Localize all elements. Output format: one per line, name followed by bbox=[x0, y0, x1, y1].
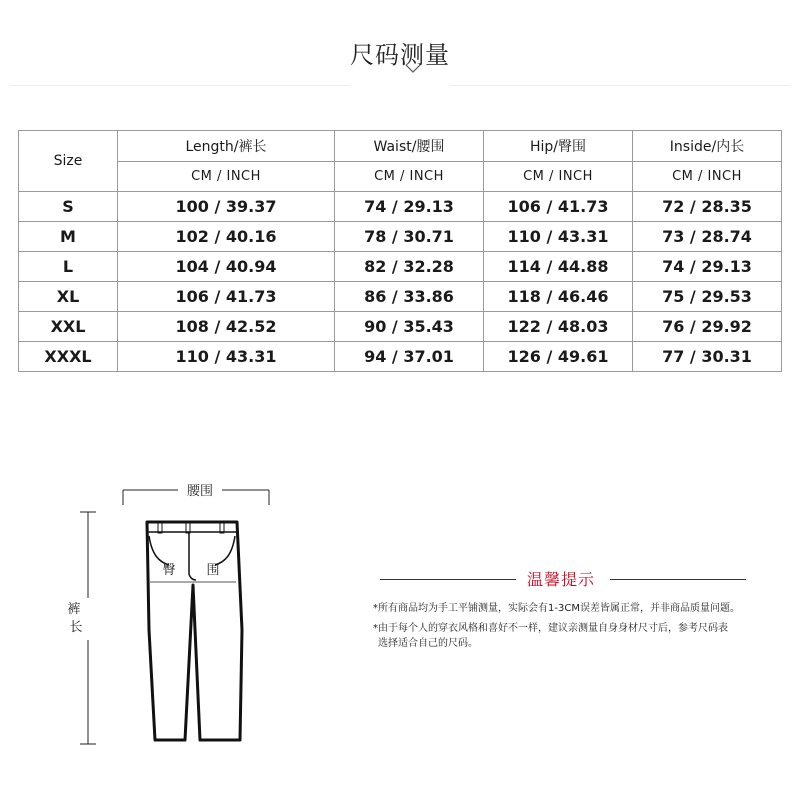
column-header-hip: Hip/臀围 bbox=[484, 131, 633, 162]
tips-title: 温馨提示 bbox=[527, 570, 596, 589]
size-cell: M bbox=[19, 222, 118, 252]
waist-cell: 90 / 35.43 bbox=[335, 312, 484, 342]
waist-cell: 82 / 32.28 bbox=[335, 252, 484, 282]
unit-label: CM / INCH bbox=[335, 162, 484, 192]
size-header: Size bbox=[19, 131, 118, 192]
unit-label: CM / INCH bbox=[118, 162, 335, 192]
size-table bbox=[18, 130, 782, 372]
length-cell: 102 / 40.16 bbox=[118, 222, 335, 252]
hip-cell: 106 / 41.73 bbox=[484, 192, 633, 222]
tips-rule-right bbox=[610, 579, 746, 580]
size-cell: L bbox=[19, 252, 118, 282]
waist-cell: 78 / 30.71 bbox=[335, 222, 484, 252]
inside-cell: 73 / 28.74 bbox=[633, 222, 782, 252]
waist-cell: 94 / 37.01 bbox=[335, 342, 484, 372]
header-rule-right bbox=[450, 85, 790, 86]
chevron-down-icon bbox=[405, 64, 421, 74]
waist-label: 腰围 bbox=[186, 484, 214, 499]
length-label-line: 长 bbox=[69, 620, 83, 635]
tip-line-1: *所有商品均为手工平铺测量，实际会有1-3CM误差皆属正常，并非商品质量问题。 bbox=[373, 603, 740, 614]
length-cell: 106 / 41.73 bbox=[118, 282, 335, 312]
size-cell: XXL bbox=[19, 312, 118, 342]
hip-cell: 114 / 44.88 bbox=[484, 252, 633, 282]
header-rule-left bbox=[10, 85, 350, 86]
column-header-inside: Inside/内长 bbox=[633, 131, 782, 162]
table-unit-row bbox=[19, 162, 782, 192]
table-row bbox=[19, 192, 782, 222]
pants-outline bbox=[147, 522, 242, 740]
hip-cell: 122 / 48.03 bbox=[484, 312, 633, 342]
table-row bbox=[19, 252, 782, 282]
length-cell: 110 / 43.31 bbox=[118, 342, 335, 372]
page-title: 尺码测量 bbox=[350, 41, 450, 69]
length-cell: 100 / 39.37 bbox=[118, 192, 335, 222]
pants-measurement-diagram bbox=[60, 470, 290, 760]
waist-cell: 74 / 29.13 bbox=[335, 192, 484, 222]
inside-cell: 77 / 30.31 bbox=[633, 342, 782, 372]
column-header-length: Length/裤长 bbox=[118, 131, 335, 162]
waist-cell: 86 / 33.86 bbox=[335, 282, 484, 312]
unit-label: CM / INCH bbox=[484, 162, 633, 192]
unit-label: CM / INCH bbox=[633, 162, 782, 192]
length-cell: 108 / 42.52 bbox=[118, 312, 335, 342]
size-cell: XL bbox=[19, 282, 118, 312]
hip-label-left: 臀 bbox=[162, 563, 176, 578]
tip-line-2: *由于每个人的穿衣风格和喜好不一样，建议亲测量自身身材尺寸后，参考尺码表 bbox=[373, 623, 728, 634]
hip-cell: 126 / 49.61 bbox=[484, 342, 633, 372]
hip-label-right: 围 bbox=[206, 563, 220, 578]
hip-cell: 118 / 46.46 bbox=[484, 282, 633, 312]
inside-cell: 72 / 28.35 bbox=[633, 192, 782, 222]
hip-cell: 110 / 43.31 bbox=[484, 222, 633, 252]
table-row bbox=[19, 312, 782, 342]
length-label-line: 裤 bbox=[67, 602, 81, 617]
inside-cell: 76 / 29.92 bbox=[633, 312, 782, 342]
table-header-row bbox=[19, 131, 782, 162]
inside-cell: 74 / 29.13 bbox=[633, 252, 782, 282]
column-header-waist: Waist/腰围 bbox=[335, 131, 484, 162]
table-row bbox=[19, 342, 782, 372]
length-label bbox=[67, 602, 84, 635]
inside-cell: 75 / 29.53 bbox=[633, 282, 782, 312]
table-row bbox=[19, 282, 782, 312]
size-cell: XXXL bbox=[19, 342, 118, 372]
tip-line-3: 选择适合自己的尺码。 bbox=[378, 638, 478, 649]
size-cell: S bbox=[19, 192, 118, 222]
table-row bbox=[19, 222, 782, 252]
length-cell: 104 / 40.94 bbox=[118, 252, 335, 282]
tips-rule-left bbox=[380, 579, 516, 580]
